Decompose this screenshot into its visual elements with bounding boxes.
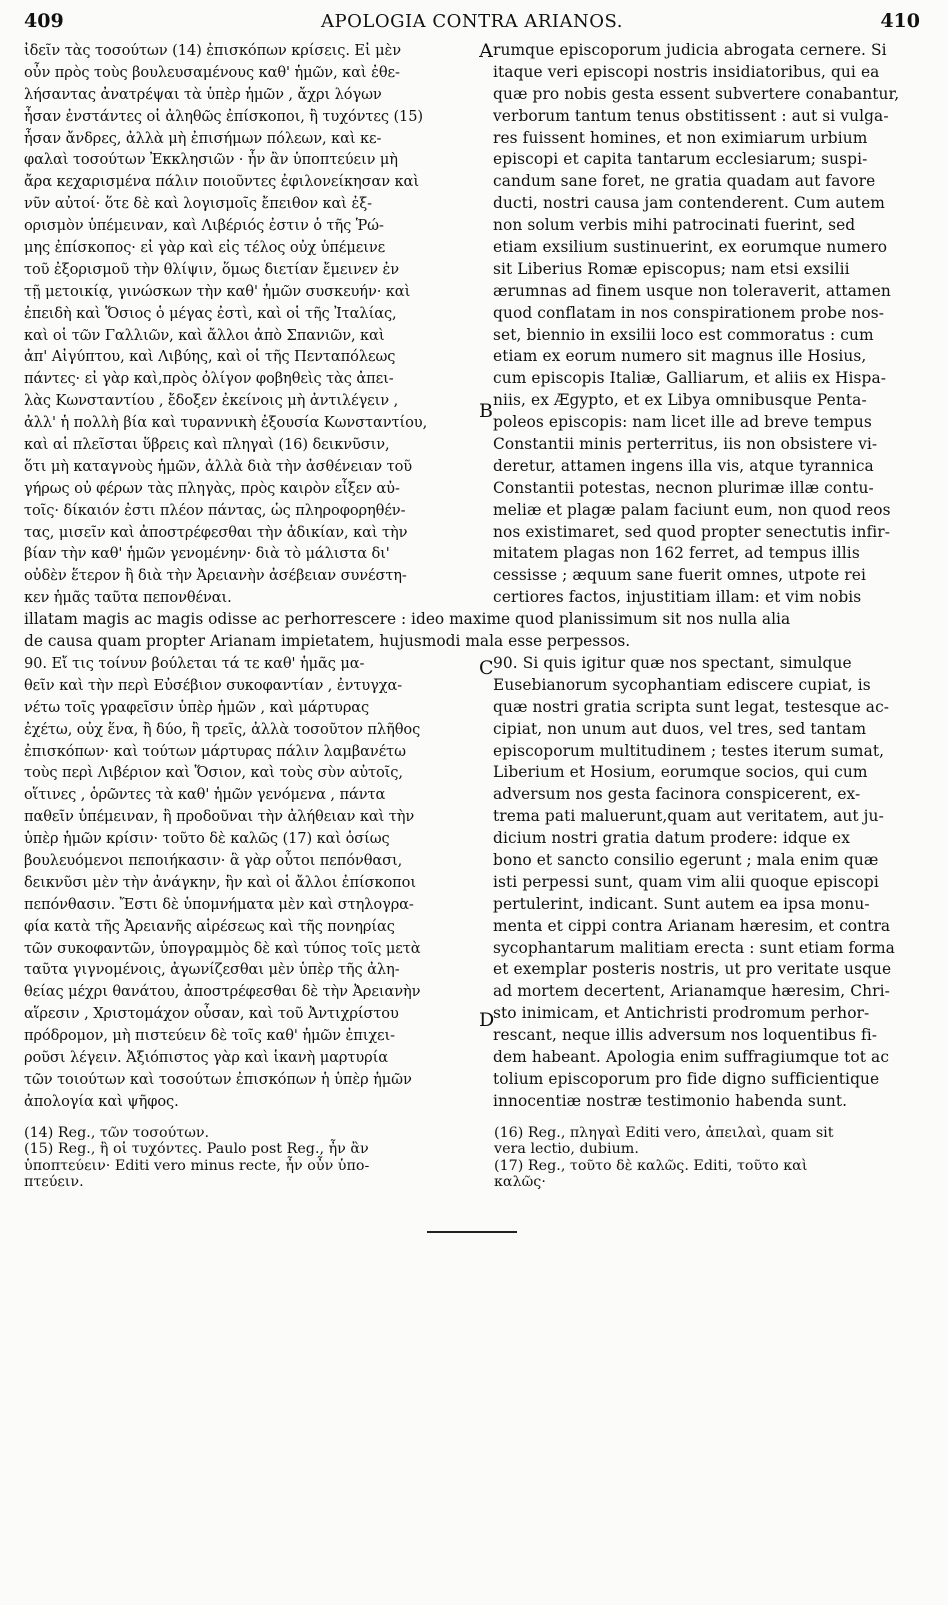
greek-line: τας, μισεῖν καὶ ἀποστρέφεσθαι τὴν ἀδικίαν, καὶ τὴν — [24, 523, 408, 541]
greek-line: ἦσαν ἄνδρες, ἀλλὰ μὴ ἐπισήμων πόλεων, καὶ κε- — [24, 129, 382, 147]
latin-line: quæ pro nobis gesta essent subvertere conabantur, — [493, 84, 900, 103]
footnote-line: (14) Reg., τῶν τοσούτων. — [24, 1124, 210, 1141]
latin-line: itaque veri episcopi nostris insidiatoribus, qui ea — [493, 62, 880, 81]
full-width-line: illatam magis ac magis odisse ac perhorrescere : ideo maxime quod planissimum sit nos nulla alia — [24, 610, 791, 629]
greek-line: πεπόνθασιν. Ἔστι δὲ ὑπομνήματα μὲν καὶ στηλογρα- — [24, 895, 414, 913]
latin-line: bono et sancto consilio egerunt ; mala enim quæ — [493, 850, 879, 869]
greek-line: καὶ οἱ τῶν Γαλλιῶν, καὶ ἄλλοι ἀπὸ Σπανιῶν, καὶ — [24, 326, 385, 344]
margin-letter-a: A — [479, 40, 493, 62]
latin-line: episcopi et capita tantarum ecclesiarum; suspi- — [493, 150, 868, 169]
latin-line: sycophantarum malitiam erecta : sunt etiam forma — [493, 938, 895, 957]
latin-line: poleos episcopis: nam licet ille ad breve tempus — [493, 413, 872, 432]
latin-line: non solum verbis mihi patrocinati fuerint, sed — [493, 216, 856, 235]
parallel-block-2 — [24, 653, 920, 1113]
margin-letter-b: B — [479, 400, 493, 422]
greek-line: αἵρεσιν , Χριστομάχον οὖσαν, καὶ τοῦ Ἀντιχρίστου — [24, 1005, 399, 1023]
greek-line: ὑπὲρ ἡμῶν κρίσιν· τοῦτο δὲ καλῶς (17) καὶ ὁσίως — [24, 830, 390, 848]
latin-line: pertulerint, indicant. Sunt autem ea ipsa monu- — [493, 894, 870, 913]
greek-line: πρόδρομον, μὴ πιστεύειν δὲ τοῖς καθ' ἡμῶν ἐπιχει- — [24, 1027, 395, 1045]
latin-line: isti perpessi sunt, quam vim alii quoque episcopi — [493, 872, 879, 891]
greek-line: 90. Εἴ τις τοίνυν βούλεται τά τε καθ' ἡμᾶς μα- — [24, 654, 365, 672]
latin-line: episcoporum multitudinem ; testes iterum sumat, — [493, 741, 885, 760]
latin-column-2 — [493, 653, 920, 1113]
latin-line: Constantii minis perterritus, iis non obsistere vi- — [493, 435, 878, 454]
footnotes-left — [24, 1125, 494, 1191]
greek-line: ἰδεῖν τὰς τοσούτων (14) ἐπισκόπων κρίσεις. Εἰ μὲν — [24, 42, 402, 59]
latin-line: niis, ex Ægypto, et ex Libya omnibusque Penta- — [493, 391, 867, 410]
latin-line: cum episcopis Italiæ, Galliarum, et aliis ex Hispa- — [493, 369, 887, 388]
latin-line: res fuissent homines, et non eximiarum urbium — [493, 128, 868, 147]
footnote-line: ὑποπτεύειν· Editi vero minus recte, ἦν οὖν ὑπο- — [24, 1157, 370, 1174]
latin-line: Constantii potestas, necnon plurimæ illæ contu- — [493, 478, 874, 497]
latin-line: Liberium et Hosium, eorumque socios, qui cum — [493, 763, 868, 782]
latin-line: mitatem plagas non 162 ferret, ad tempus illis — [493, 544, 860, 563]
greek-line: τῶν συκοφαντῶν, ὑπογραμμὸς δὲ καὶ τύπος τοῖς μετὰ — [24, 939, 421, 957]
footnote-line: (16) Reg., πληγαὶ Editi vero, ἀπειλαὶ, quam sit — [494, 1124, 834, 1141]
full-width-text — [24, 609, 920, 653]
greek-line: πάντες· εἰ γὰρ καὶ,πρὸς ὀλίγον φοβηθεὶς τὰς ἀπει- — [24, 370, 394, 388]
latin-line: quæ nostri gratia scripta sunt legat, testesque ac- — [493, 697, 890, 716]
greek-line: ἐπισκόπων· καὶ τούτων μάρτυρας πάλιν λαμβανέτω — [24, 742, 406, 760]
footnote-line: vera lectio, dubium. — [494, 1141, 639, 1158]
latin-line: nos existimaret, sed quod propter senectutis infir- — [493, 522, 891, 541]
latin-line: set, biennio in exsilii loco est commoratus : cum — [493, 325, 874, 344]
greek-line: ἄρα κεχαρισμένα πάλιν ποιοῦντες ἐφιλονείκησαν καὶ — [24, 173, 419, 191]
right-page-number: 410 — [880, 10, 920, 32]
greek-line: δεικνῦσι μὲν τὴν ἀνάγκην, ἣν καὶ οἱ ἄλλοι ἐπίσκοποι — [24, 873, 416, 891]
greek-line: λὰς Κωνσταντίου , ἔδοξεν ἐκείνοις μὴ ἀντιλέγειν , — [24, 392, 399, 410]
latin-line: etiam ex eorum numero sit magnus ille Hosius, — [493, 347, 867, 366]
greek-line: ἀπολογία καὶ ψῆφος. — [24, 1092, 179, 1110]
greek-column-2 — [24, 653, 479, 1113]
greek-line: ταῦτα γιγνομένοις, ἀγωνίζεσθαι μὲν ὑπὲρ τῆς ἀλη- — [24, 961, 400, 979]
latin-line: candum sane foret, ne gratia quadam aut favore — [493, 172, 876, 191]
running-title: APOLOGIA CONTRA ARIANOS. — [321, 11, 623, 32]
greek-line: βίαν τὴν καθ' ἡμῶν γενομένην· διὰ τὸ μάλιστα δι' — [24, 545, 390, 563]
latin-line: 90. Si quis igitur quæ nos spectant, simulque — [493, 653, 852, 672]
latin-line: sto inimicam, et Antichristi prodromum perhor- — [493, 1004, 870, 1023]
latin-line: trema pati maluerunt,quam aut veritatem, aut ju- — [493, 807, 884, 826]
footnotes-right — [494, 1125, 920, 1191]
latin-line: etiam exsilium sustinuerint, ex eorumque numero — [493, 238, 888, 257]
greek-line: οὖν πρὸς τοὺς βουλευσαμένους καθ' ἡμῶν, καὶ ἐθε- — [24, 63, 400, 81]
latin-line: cipiat, non unum aut duos, vel tres, sed tantam — [493, 719, 867, 738]
latin-line: dem habeant. Apologia enim suffragiumque tot ac — [493, 1047, 890, 1066]
full-width-line: de causa quam propter Arianam impietatem, hujusmodi mala esse perpessos. — [24, 632, 631, 651]
margin-letters — [479, 40, 493, 609]
latin-column — [493, 40, 920, 609]
latin-line: menta et cippi contra Arianam hæresim, et contra — [493, 916, 891, 935]
latin-line: ærumnas ad finem usque non toleraverit, attamen — [493, 281, 891, 300]
latin-line: certiores factos, injustitiam illam: et vim nobis — [493, 588, 862, 607]
latin-line: rescant, neque illis adversum nos loquentibus fi- — [493, 1026, 878, 1045]
latin-line: rumque episcoporum judicia abrogata cernere. Si — [493, 41, 887, 59]
latin-line: dicium nostri gratia datum prodere: idque ex — [493, 829, 851, 848]
latin-line: et exemplar posteris nostris, ut pro veritate usque — [493, 960, 892, 979]
greek-line: ορισμὸν ὑπέμειναν, καὶ Λιβέριός ἐστιν ὁ τῆς Ῥώ- — [24, 217, 384, 235]
greek-column — [24, 40, 479, 609]
latin-line: verborum tantum tenus obstitissent : aut si vulga- — [493, 106, 889, 125]
latin-line: meliæ et plagæ palam faciunt eum, non quod reos — [493, 500, 891, 519]
greek-line: τοὺς περὶ Λιβέριον καὶ Ὅσιον, καὶ τοὺς σὺν αὐτοῖς, — [24, 764, 403, 782]
greek-line: κεν ἡμᾶς ταῦτα πεπονθέναι. — [24, 589, 232, 607]
greek-line: οἵτινες , ὁρῶντες τὰ καθ' ἡμῶν γενόμενα , πάντα — [24, 786, 386, 804]
greek-line: ἐπειδὴ καὶ Ὅσιος ὁ μέγας ἐστὶ, καὶ οἱ τῆς Ἰταλίας, — [24, 304, 397, 322]
latin-line: ad mortem decertent, Arianamque hæresim, Chri- — [493, 982, 890, 1001]
greek-line: τῶν τοιούτων καὶ τοσούτων ἐπισκόπων ἡ ὑπὲρ ἡμῶν — [24, 1070, 412, 1088]
greek-line: φαλαὶ τοσούτων Ἐκκλησιῶν · ἦν ἂν ὑποπτεύειν μὴ — [24, 151, 398, 169]
greek-line: φία κατὰ τῆς Ἀρειανῆς αἱρέσεως καὶ τῆς πονηρίας — [24, 917, 395, 935]
greek-line: παθεῖν ὑπέμειναν, ἢ προδοῦναι τὴν ἀλήθειαν καὶ τὴν — [24, 808, 415, 826]
latin-line: deretur, attamen ingens illa vis, atque tyrannica — [493, 456, 874, 475]
margin-letters-2 — [479, 653, 493, 1113]
greek-line: ἀλλ' ἡ πολλὴ βία καὶ τυραννικὴ ἐξουσία Κωνσταντίου, — [24, 414, 428, 432]
greek-line: ἀπ' Αἰγύπτου, καὶ Λιβύης, καὶ οἱ τῆς Πενταπόλεως — [24, 348, 396, 366]
parallel-block-1 — [24, 40, 920, 609]
footer-rule — [427, 1231, 517, 1233]
latin-line: cessisse ; æquum sane fuerit omnes, utpote rei — [493, 566, 866, 585]
latin-line: quod conflatam in nos conspirationem probe nos- — [493, 303, 885, 322]
greek-line: καὶ αἱ πλεῖσται ὕβρεις καὶ πληγαὶ (16) δεικνῦσιν, — [24, 436, 390, 454]
margin-letter-d: D — [479, 1008, 495, 1031]
greek-line: λήσαντας ἀνατρέψαι τὰ ὑπὲρ ἡμῶν , ἄχρι λόγων — [24, 85, 382, 103]
greek-line: τοῖς· δίκαιόν ἐστι πλέον πάντας, ὡς πληροφορηθέν- — [24, 501, 406, 519]
greek-line: τῇ μετοικίᾳ, γινώσκων τὴν καθ' ἡμῶν συσκευήν· καὶ — [24, 282, 411, 300]
footnotes — [24, 1125, 920, 1191]
left-page-number: 409 — [24, 10, 64, 32]
greek-line: τοῦ ἐξορισμοῦ τὴν θλίψιν, ὅμως διετίαν ἔμεινεν ἐν — [24, 260, 400, 278]
greek-line: μης ἐπίσκοπος· εἰ γὰρ καὶ εἰς τέλος οὐχ ὑπέμεινε — [24, 239, 386, 257]
margin-letter-c: C — [479, 656, 494, 679]
latin-line: adversum nos gesta facinora conspicerent, ex- — [493, 785, 861, 804]
greek-line: βουλευόμενοι πεποιήκασιν· ἃ γὰρ οὗτοι πεπόνθασι, — [24, 851, 403, 869]
footnote-line: (17) Reg., τοῦτο δὲ καλῶς. Editi, τοῦτο καὶ — [494, 1157, 808, 1174]
greek-line: θεῖν καὶ τὴν περὶ Εὐσέβιον συκοφαντίαν , ἐντυγχα- — [24, 676, 403, 694]
latin-line: Eusebianorum sycophantiam ediscere cupiat, is — [493, 675, 871, 694]
footnote-line: (15) Reg., ἢ οἱ τυχόντες. Paulo post Reg., ἦν ἂν — [24, 1141, 369, 1158]
latin-line: tolium episcoporum pro fide digno sufficientique — [493, 1069, 880, 1088]
latin-line: innocentiæ nostræ testimonio habenda sunt. — [493, 1091, 848, 1110]
greek-line: ἐχέτω, οὐχ ἕνα, ἢ δύο, ἢ τρεῖς, ἀλλὰ τοσοῦτον πλῆθος — [24, 720, 421, 738]
latin-line: sit Liberius Romæ episcopus; nam etsi exsilii — [493, 259, 850, 278]
greek-line: ροῦσι λέγειν. Ἀξιόπιστος γὰρ καὶ ἱκανὴ μαρτυρία — [24, 1048, 388, 1066]
greek-line: νῦν αὐτοί· ὅτε δὲ καὶ λογισμοῖς ἔπειθον καὶ ἐξ- — [24, 195, 372, 213]
greek-line: θείας μέχρι θανάτου, ἀποστρέφεσθαι δὲ τὴν Ἀρειανὴν — [24, 983, 421, 1001]
latin-line: ducti, nostri causa jam contenderent. Cum autem — [493, 194, 885, 213]
page-header — [24, 10, 920, 40]
greek-line: ὅτι μὴ καταγνοὺς ἡμῶν, ἀλλὰ διὰ τὴν ἀσθένειαν τοῦ — [24, 457, 413, 475]
footnote-line: καλῶς· — [494, 1174, 546, 1191]
greek-line: οὐδὲν ἕτερον ἢ διὰ τὴν Ἀρειανὴν ἀσέβειαν συνέστη- — [24, 567, 407, 585]
greek-line: νέτω τοῖς γραφεῖσιν ὑπὲρ ἡμῶν , καὶ μάρτυρας — [24, 698, 370, 716]
greek-line: γήρως οὐ φέρων τὰς πληγὰς, πρὸς καιρὸν εἶξεν αὐ- — [24, 479, 400, 497]
greek-line: ἦσαν ἐνστάντες οἱ ἀληθῶς ἐπίσκοποι, ἢ τυχόντες (15) — [24, 107, 424, 125]
footnote-line: πτεύειν. — [24, 1174, 84, 1191]
